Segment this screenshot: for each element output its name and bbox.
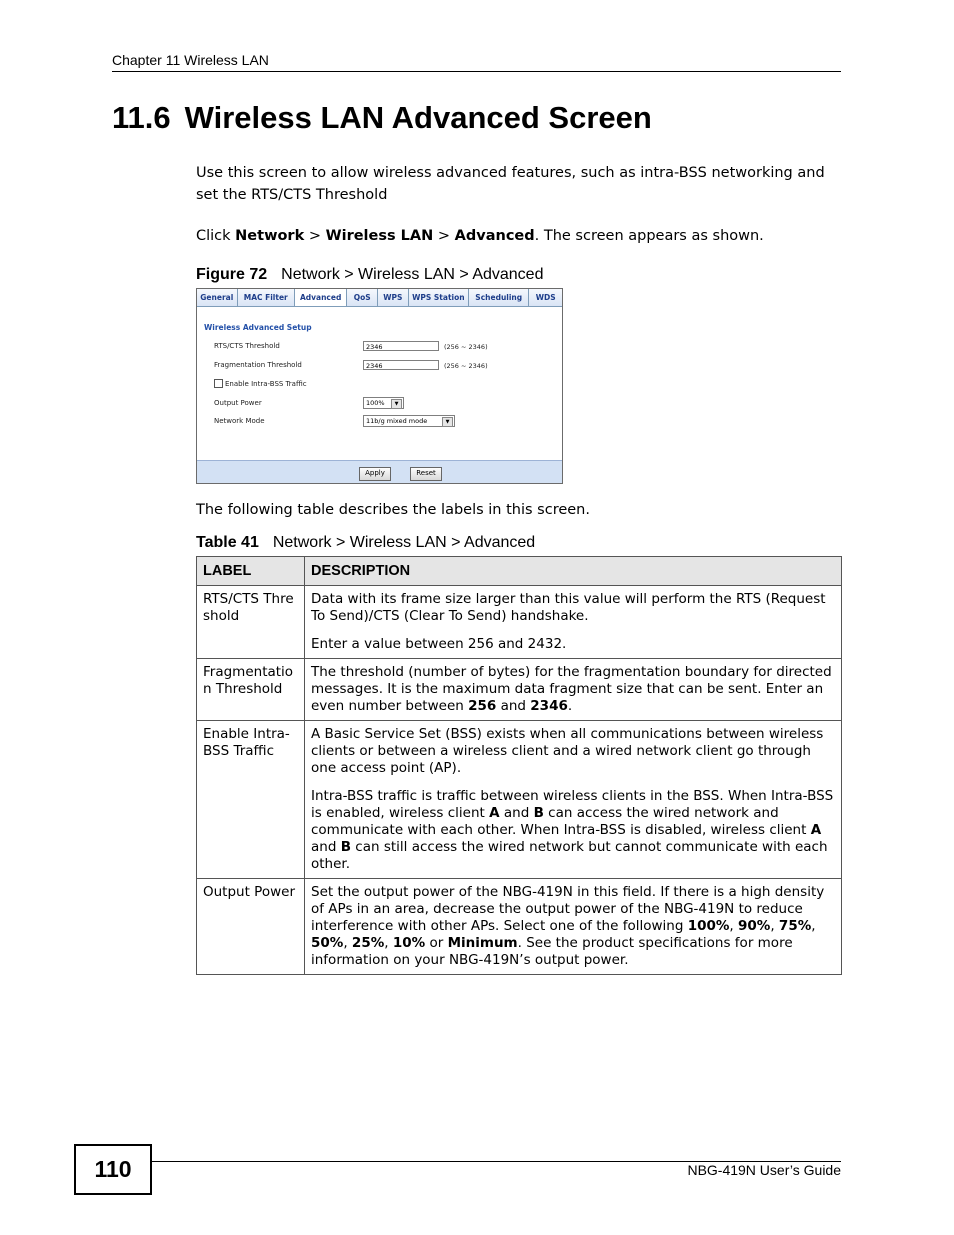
path-advanced: Advanced [454, 228, 535, 244]
description-text: and [311, 839, 341, 855]
description-text: . [567, 698, 573, 714]
power-option: 25% [351, 935, 385, 951]
rts-range-hint: (256 ~ 2346) [444, 343, 488, 351]
click-instruction [196, 225, 844, 247]
description-paragraph [311, 788, 835, 873]
row-label: RTS/CTS Threshold [197, 586, 305, 659]
output-power-value: 100% [366, 399, 385, 407]
section-number: 11.6 [112, 100, 171, 135]
client-b: B [533, 805, 544, 821]
tab-wps-station[interactable]: WPS Station [409, 289, 469, 306]
path-wireless-lan: Wireless LAN [325, 228, 434, 244]
tab-scheduling[interactable]: Scheduling [469, 289, 529, 306]
fragmentation-range-hint: (256 ~ 2346) [444, 362, 488, 370]
output-power-select[interactable] [363, 397, 404, 409]
description-text: The threshold (number of bytes) for the fragmentation boundary for directed messages. It is the maximum data fragment size that can be sent. Enter an even number between [311, 664, 832, 714]
separator: , [343, 935, 352, 951]
fragmentation-threshold-input[interactable]: 2346 [363, 360, 439, 370]
figure-caption [196, 266, 543, 284]
page-number: 110 [74, 1144, 152, 1195]
separator: , [384, 935, 393, 951]
tab-wds[interactable]: WDS [529, 289, 562, 306]
table-caption [196, 534, 535, 552]
output-power-label: Output Power [214, 399, 262, 407]
screenshot-figure [196, 288, 563, 484]
tab-bar [197, 289, 562, 307]
click-prefix: Click [196, 228, 236, 244]
section-title [112, 100, 652, 136]
description-paragraph: A Basic Service Set (BSS) exists when all communications between wireless clients or between a wireless client and a wired network client go through one access point (AP). [311, 726, 824, 776]
figure-caption-text: Network > Wireless LAN > Advanced [281, 266, 544, 283]
table-row [197, 586, 842, 659]
table-row [197, 721, 842, 879]
reset-button[interactable]: Reset [410, 467, 442, 481]
tab-advanced[interactable]: Advanced [295, 289, 347, 306]
tab-general[interactable]: General [197, 289, 238, 306]
tab-qos[interactable]: QoS [347, 289, 378, 306]
row-label: Output Power [197, 879, 305, 975]
power-option: Minimum [447, 935, 518, 951]
wireless-advanced-heading: Wireless Advanced Setup [204, 323, 312, 332]
row-description [305, 879, 842, 975]
power-option: 90% [738, 918, 771, 934]
value-max: 2346 [530, 698, 568, 714]
row-label: Enable Intra-BSS Traffic [197, 721, 305, 879]
separator: , [770, 918, 779, 934]
power-option: 100% [687, 918, 730, 934]
table-intro: The following table describes the labels in this screen. [196, 502, 590, 518]
column-header-label: LABEL [197, 557, 305, 586]
description-text: and [496, 698, 531, 714]
description-text: Set the output power of the NBG-419N in this field. If there is a high density of APs in an area, decrease the output power of the NBG-419N to reduce interference with other APs. Select one of the following [311, 884, 825, 934]
click-suffix: . The screen appears as shown. [534, 228, 764, 244]
figure-label: Figure 72 [196, 266, 268, 283]
table-row [197, 659, 842, 721]
chevron-down-icon: ▼ [391, 399, 402, 409]
description-paragraph: Enter a value between 256 and 2432. [311, 636, 567, 652]
header-rule [112, 71, 841, 72]
fragmentation-threshold-label: Fragmentation Threshold [214, 361, 302, 369]
row-description [305, 586, 842, 659]
chapter-header: Chapter 11 Wireless LAN [112, 52, 269, 68]
column-header-description: DESCRIPTION [305, 557, 842, 586]
description-paragraph: Data with its frame size larger than this value will perform the RTS (Request To Send)/CTS (Clear To Send) handshake. [311, 591, 826, 624]
intra-bss-label: Enable Intra-BSS Traffic [225, 380, 307, 388]
tab-mac-filter[interactable]: MAC Filter [238, 289, 295, 306]
client-a: A [810, 822, 822, 838]
network-mode-label: Network Mode [214, 417, 265, 425]
separator: , [729, 918, 738, 934]
power-option: 50% [311, 935, 344, 951]
separator: , [811, 918, 816, 934]
intro-paragraph: Use this screen to allow wireless advanced features, such as intra-BSS networking and set the RTS/CTS Threshold [196, 165, 825, 203]
value-min: 256 [468, 698, 497, 714]
path-separator: > [304, 228, 326, 244]
client-b: B [340, 839, 351, 855]
tab-wps[interactable]: WPS [378, 289, 409, 306]
table-label: Table 41 [196, 534, 259, 551]
apply-button[interactable]: Apply [359, 467, 391, 481]
row-description [305, 721, 842, 879]
intra-bss-checkbox[interactable] [214, 379, 223, 388]
row-description [305, 659, 842, 721]
rts-threshold-input[interactable]: 2346 [363, 341, 439, 351]
table-row [197, 879, 842, 975]
description-text: can access the wired network and communicate with each other. When Intra-BSS is disabled, wireless client [311, 805, 811, 838]
rts-threshold-label: RTS/CTS Threshold [214, 342, 280, 350]
table-caption-text: Network > Wireless LAN > Advanced [272, 534, 536, 551]
power-option: 75% [778, 918, 812, 934]
path-network: Network [235, 228, 305, 244]
button-bar [197, 460, 562, 483]
client-a: A [489, 805, 500, 821]
description-text: can still access the wired network but cannot communicate with each other. [311, 839, 828, 872]
power-option: 10% [392, 935, 426, 951]
chevron-down-icon: ▼ [442, 417, 453, 427]
description-table [196, 556, 842, 975]
separator: or [425, 935, 448, 951]
description-text: and [499, 805, 534, 821]
row-label: Fragmentation Threshold [197, 659, 305, 721]
table-header-row [197, 557, 842, 586]
network-mode-select[interactable] [363, 415, 455, 427]
guide-title: NBG-419N User’s Guide [687, 1162, 841, 1178]
description-text: . See the product specifications for more information on your NBG-419N’s output power. [311, 935, 793, 968]
section-title-text: Wireless LAN Advanced Screen [184, 100, 652, 135]
path-separator: > [433, 228, 455, 244]
network-mode-value: 11b/g mixed mode [366, 417, 428, 425]
description-text: Intra-BSS traffic is traffic between wireless clients in the BSS. When Intra-BSS is enabled, wireless client [311, 788, 834, 821]
